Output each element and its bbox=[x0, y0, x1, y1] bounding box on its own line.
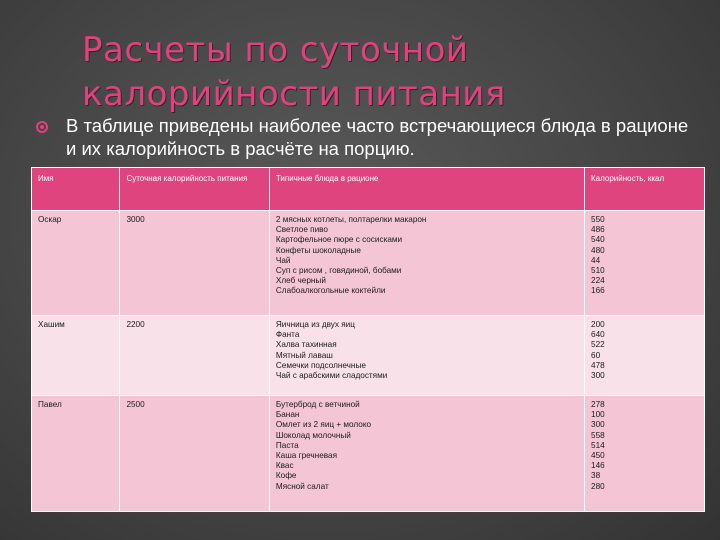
dish-item: Каша гречневая bbox=[275, 451, 338, 461]
dish-item: Мятный лаваш bbox=[275, 350, 333, 360]
header-dishes: Типичные блюда в рационе bbox=[269, 168, 584, 211]
cell-dishes bbox=[269, 396, 584, 512]
bullet-text: В таблице приведены наиболее часто встречающиеся блюда в рационе и их калорийность в расчёте на порцию. bbox=[66, 115, 689, 159]
calorie-value: 480 bbox=[591, 245, 605, 255]
cell-daily-calories: 2200 bbox=[120, 316, 269, 396]
dish-item: Семечки подсолнечные bbox=[275, 360, 366, 370]
dish-item: Светлое пиво bbox=[275, 225, 328, 235]
dish-item: Банан bbox=[275, 410, 300, 420]
cell-name: Павел bbox=[32, 396, 120, 512]
calorie-value: 38 bbox=[591, 471, 601, 481]
table-body bbox=[32, 211, 705, 512]
circle-bullet-icon bbox=[36, 121, 48, 133]
cell-calories bbox=[585, 316, 705, 396]
calorie-value: 510 bbox=[591, 266, 605, 276]
calorie-value: 278 bbox=[591, 400, 605, 409]
dish-item: 2 мясных котлеты, полтарелки макарон bbox=[275, 215, 427, 224]
calorie-value: 550 bbox=[591, 215, 605, 224]
calorie-table bbox=[31, 167, 705, 512]
cell-calories bbox=[585, 396, 705, 512]
cell-dishes bbox=[269, 211, 584, 316]
cell-dishes bbox=[269, 316, 584, 396]
calorie-value: 478 bbox=[591, 360, 605, 370]
table-row bbox=[32, 396, 705, 512]
dish-item: Картофельное пюре с сосисками bbox=[275, 235, 403, 245]
calorie-value: 514 bbox=[591, 440, 605, 450]
header-calories: Калорийность, ккал bbox=[585, 168, 705, 211]
cell-daily-calories: 3000 bbox=[120, 211, 269, 316]
calorie-value: 540 bbox=[591, 235, 605, 245]
calorie-value: 166 bbox=[591, 286, 605, 296]
cell-name: Хашим bbox=[32, 316, 120, 396]
dish-item: Фанта bbox=[275, 330, 300, 340]
cell-name: Оскар bbox=[32, 211, 120, 316]
dish-item: Конфеты шоколадные bbox=[275, 245, 361, 255]
calorie-value: 450 bbox=[591, 451, 605, 461]
cell-calories bbox=[585, 211, 705, 316]
table-header-row bbox=[32, 168, 705, 211]
slide-title: Расчеты по суточной калорийности питания bbox=[82, 30, 506, 114]
calorie-value: 486 bbox=[591, 225, 605, 235]
calorie-value: 100 bbox=[591, 410, 605, 420]
calorie-value: 640 bbox=[591, 330, 605, 340]
calorie-value: 200 bbox=[591, 320, 605, 329]
dish-item: Бутерброд с ветчиной bbox=[275, 400, 360, 409]
calorie-value: 558 bbox=[591, 430, 605, 440]
dish-item: Чай с арабскими сладостями bbox=[275, 371, 388, 381]
dish-item: Кофе bbox=[275, 471, 297, 481]
dish-item: Хлеб черный bbox=[275, 276, 326, 286]
bullet-point bbox=[36, 114, 696, 160]
calorie-value: 44 bbox=[591, 255, 601, 265]
calorie-value: 146 bbox=[591, 461, 605, 471]
dish-item: Шоколад молочный bbox=[275, 430, 351, 440]
calorie-value: 522 bbox=[591, 340, 605, 350]
dish-item: Паста bbox=[275, 440, 299, 450]
dish-item: Омлет из 2 яиц + молоко bbox=[275, 420, 372, 430]
calorie-value: 280 bbox=[591, 481, 605, 491]
dish-item: Мясной салат bbox=[275, 481, 329, 491]
dish-item: Халва тахинная bbox=[275, 340, 337, 350]
table-row bbox=[32, 211, 705, 316]
dish-item: Квас bbox=[275, 461, 294, 471]
dish-item: Яичница из двух яиц bbox=[275, 320, 355, 329]
dish-item: Слабоалкогольные коктейли bbox=[275, 286, 386, 296]
header-daily-calories: Суточная калорийность питания bbox=[120, 168, 269, 211]
calorie-value: 60 bbox=[591, 350, 601, 360]
calorie-value: 300 bbox=[591, 371, 605, 381]
header-name: Имя bbox=[32, 168, 120, 211]
table-row bbox=[32, 316, 705, 396]
dish-item: Суп с рисом , говядиной, бобами bbox=[275, 266, 402, 276]
calorie-value: 224 bbox=[591, 276, 605, 286]
dish-item: Чай bbox=[275, 255, 291, 265]
calorie-value: 300 bbox=[591, 420, 605, 430]
cell-daily-calories: 2500 bbox=[120, 396, 269, 512]
